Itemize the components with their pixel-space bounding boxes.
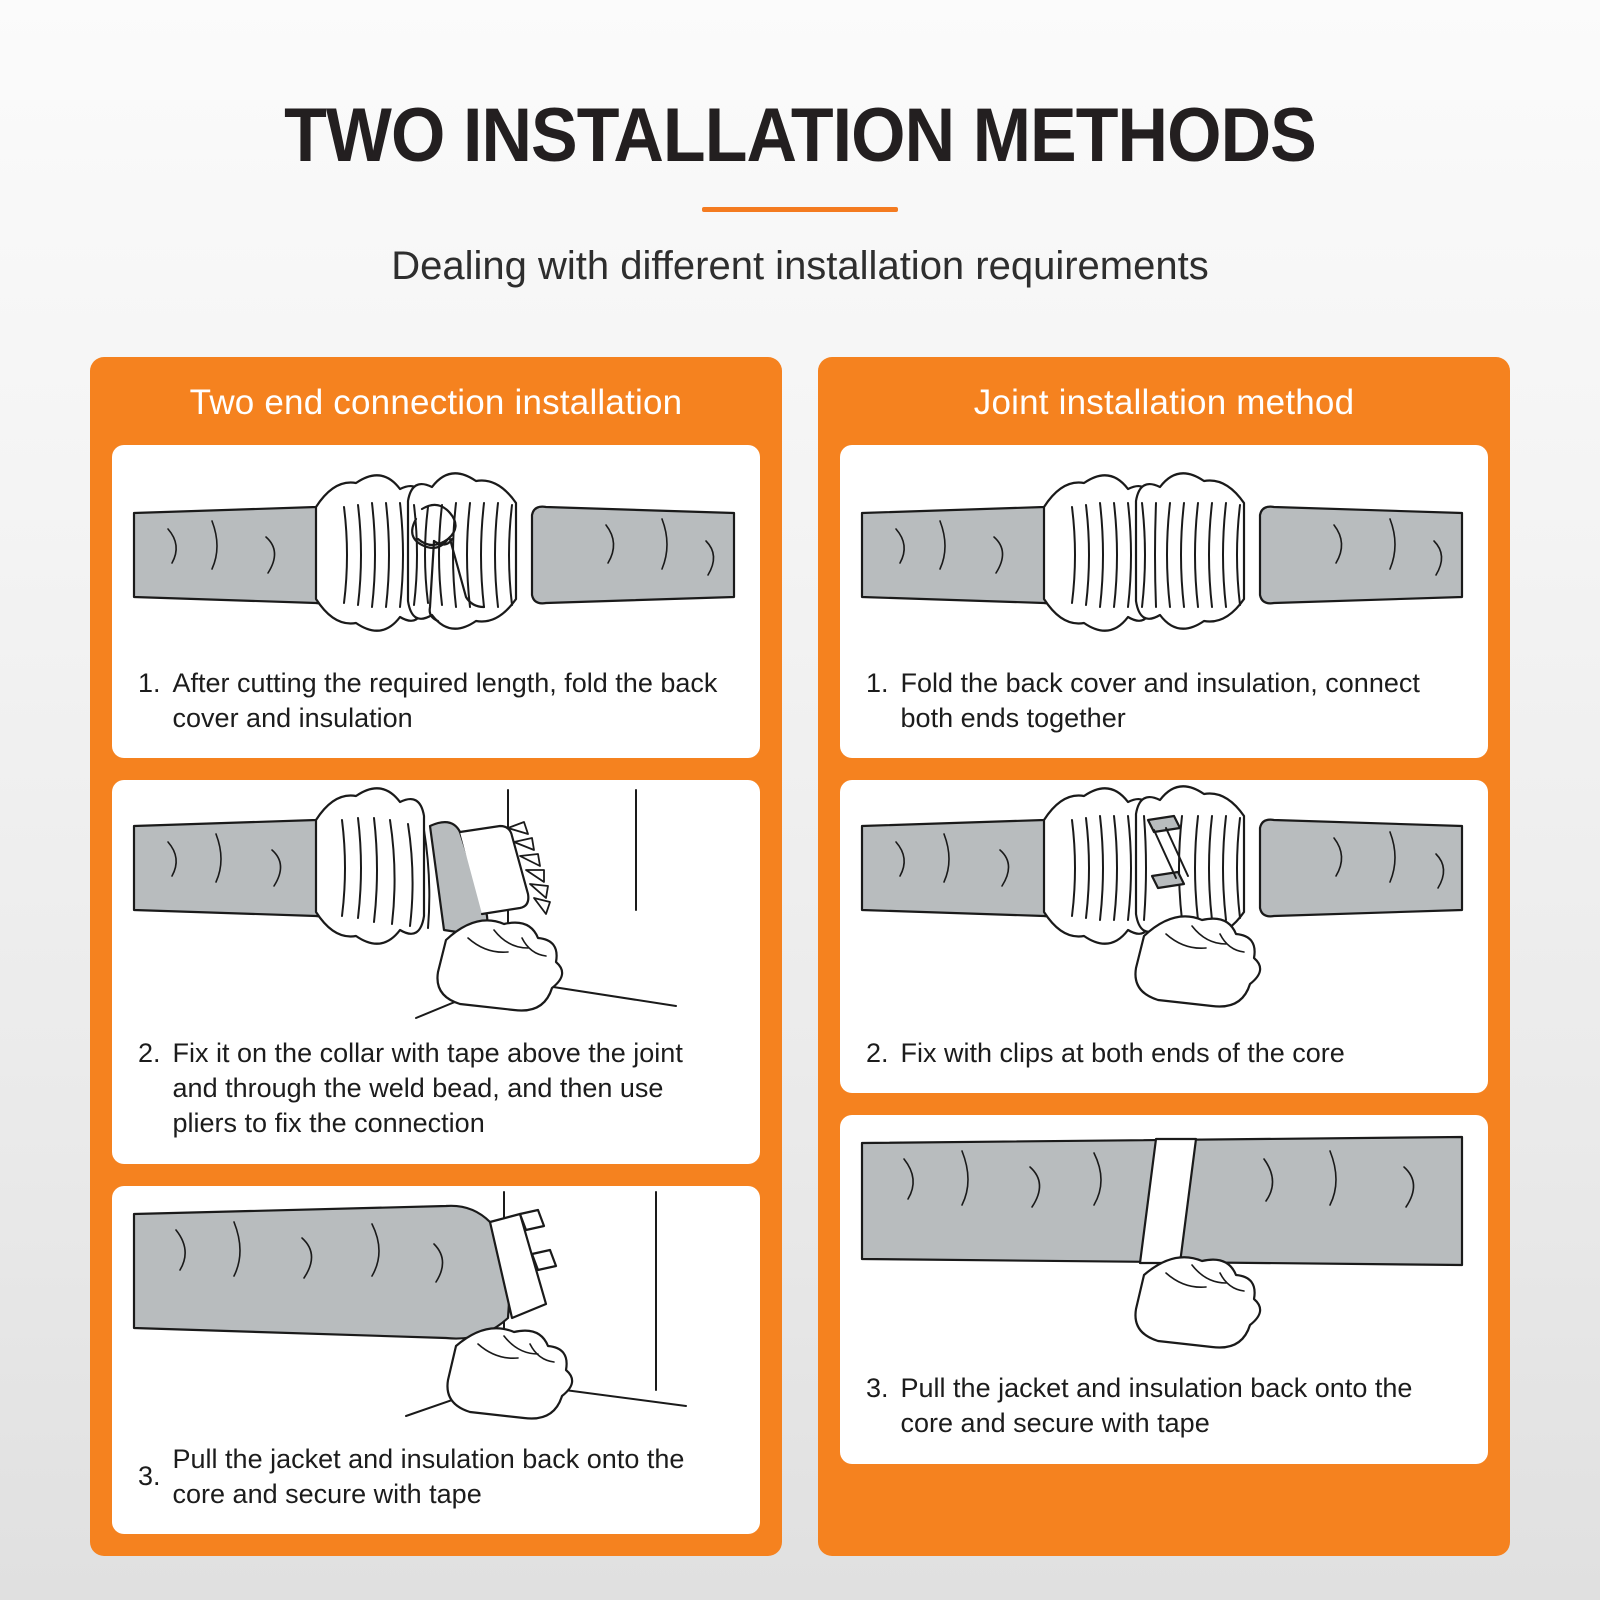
step-caption [840,1365,1488,1447]
column-title: Joint installation method [973,383,1355,423]
header [0,0,1600,289]
step-card [840,1115,1488,1463]
method-column-joint [818,357,1510,1556]
duct-clips-hand-illustration [840,780,1488,1030]
step-card [112,1186,760,1534]
step-text: Fold the back cover and insulation, connect both ends together [900,668,1420,734]
step-text: Pull the jacket and insulation back onto the core and secure with tape [172,1443,685,1509]
step-number: 2. [866,1038,889,1069]
step-number: 2. [138,1038,161,1069]
step-text: Fix with clips at both ends of the core [900,1038,1345,1069]
step-caption [840,660,1488,742]
step-caption [112,660,760,742]
methods-columns [0,357,1600,1556]
step-caption [112,1030,760,1147]
step-text: After cutting the required length, fold the back cover and insulation [172,668,718,734]
step-number: 3. [866,1373,889,1404]
column-title: Two end connection installation [189,383,683,423]
step-text: Fix it on the collar with tape above the joint and through the weld bead, and then use pliers to fix the connection [172,1038,683,1139]
duct-tape-seam-hand-illustration [840,1115,1488,1365]
step-card [840,780,1488,1093]
step-number: 3. [138,1461,161,1492]
duct-pliers-connection-illustration [112,445,760,660]
step-number: 1. [866,668,889,699]
method-column-two-end [90,357,782,1556]
step-card [840,445,1488,758]
duct-jacket-pullback-hand-illustration [112,1186,760,1436]
duct-collar-clamp-hand-illustration [112,780,760,1030]
step-number: 1. [138,668,161,699]
step-text: Pull the jacket and insulation back onto the core and secure with tape [900,1373,1413,1439]
step-caption [112,1436,760,1518]
step-card [112,445,760,758]
step-card [112,780,760,1163]
step-caption [840,1030,1488,1077]
page-subtitle: Dealing with different installation requirements [391,244,1209,289]
title-divider [702,207,898,212]
page-title: TWO INSTALLATION METHODS [284,93,1316,178]
duct-joined-ends-illustration [840,445,1488,660]
